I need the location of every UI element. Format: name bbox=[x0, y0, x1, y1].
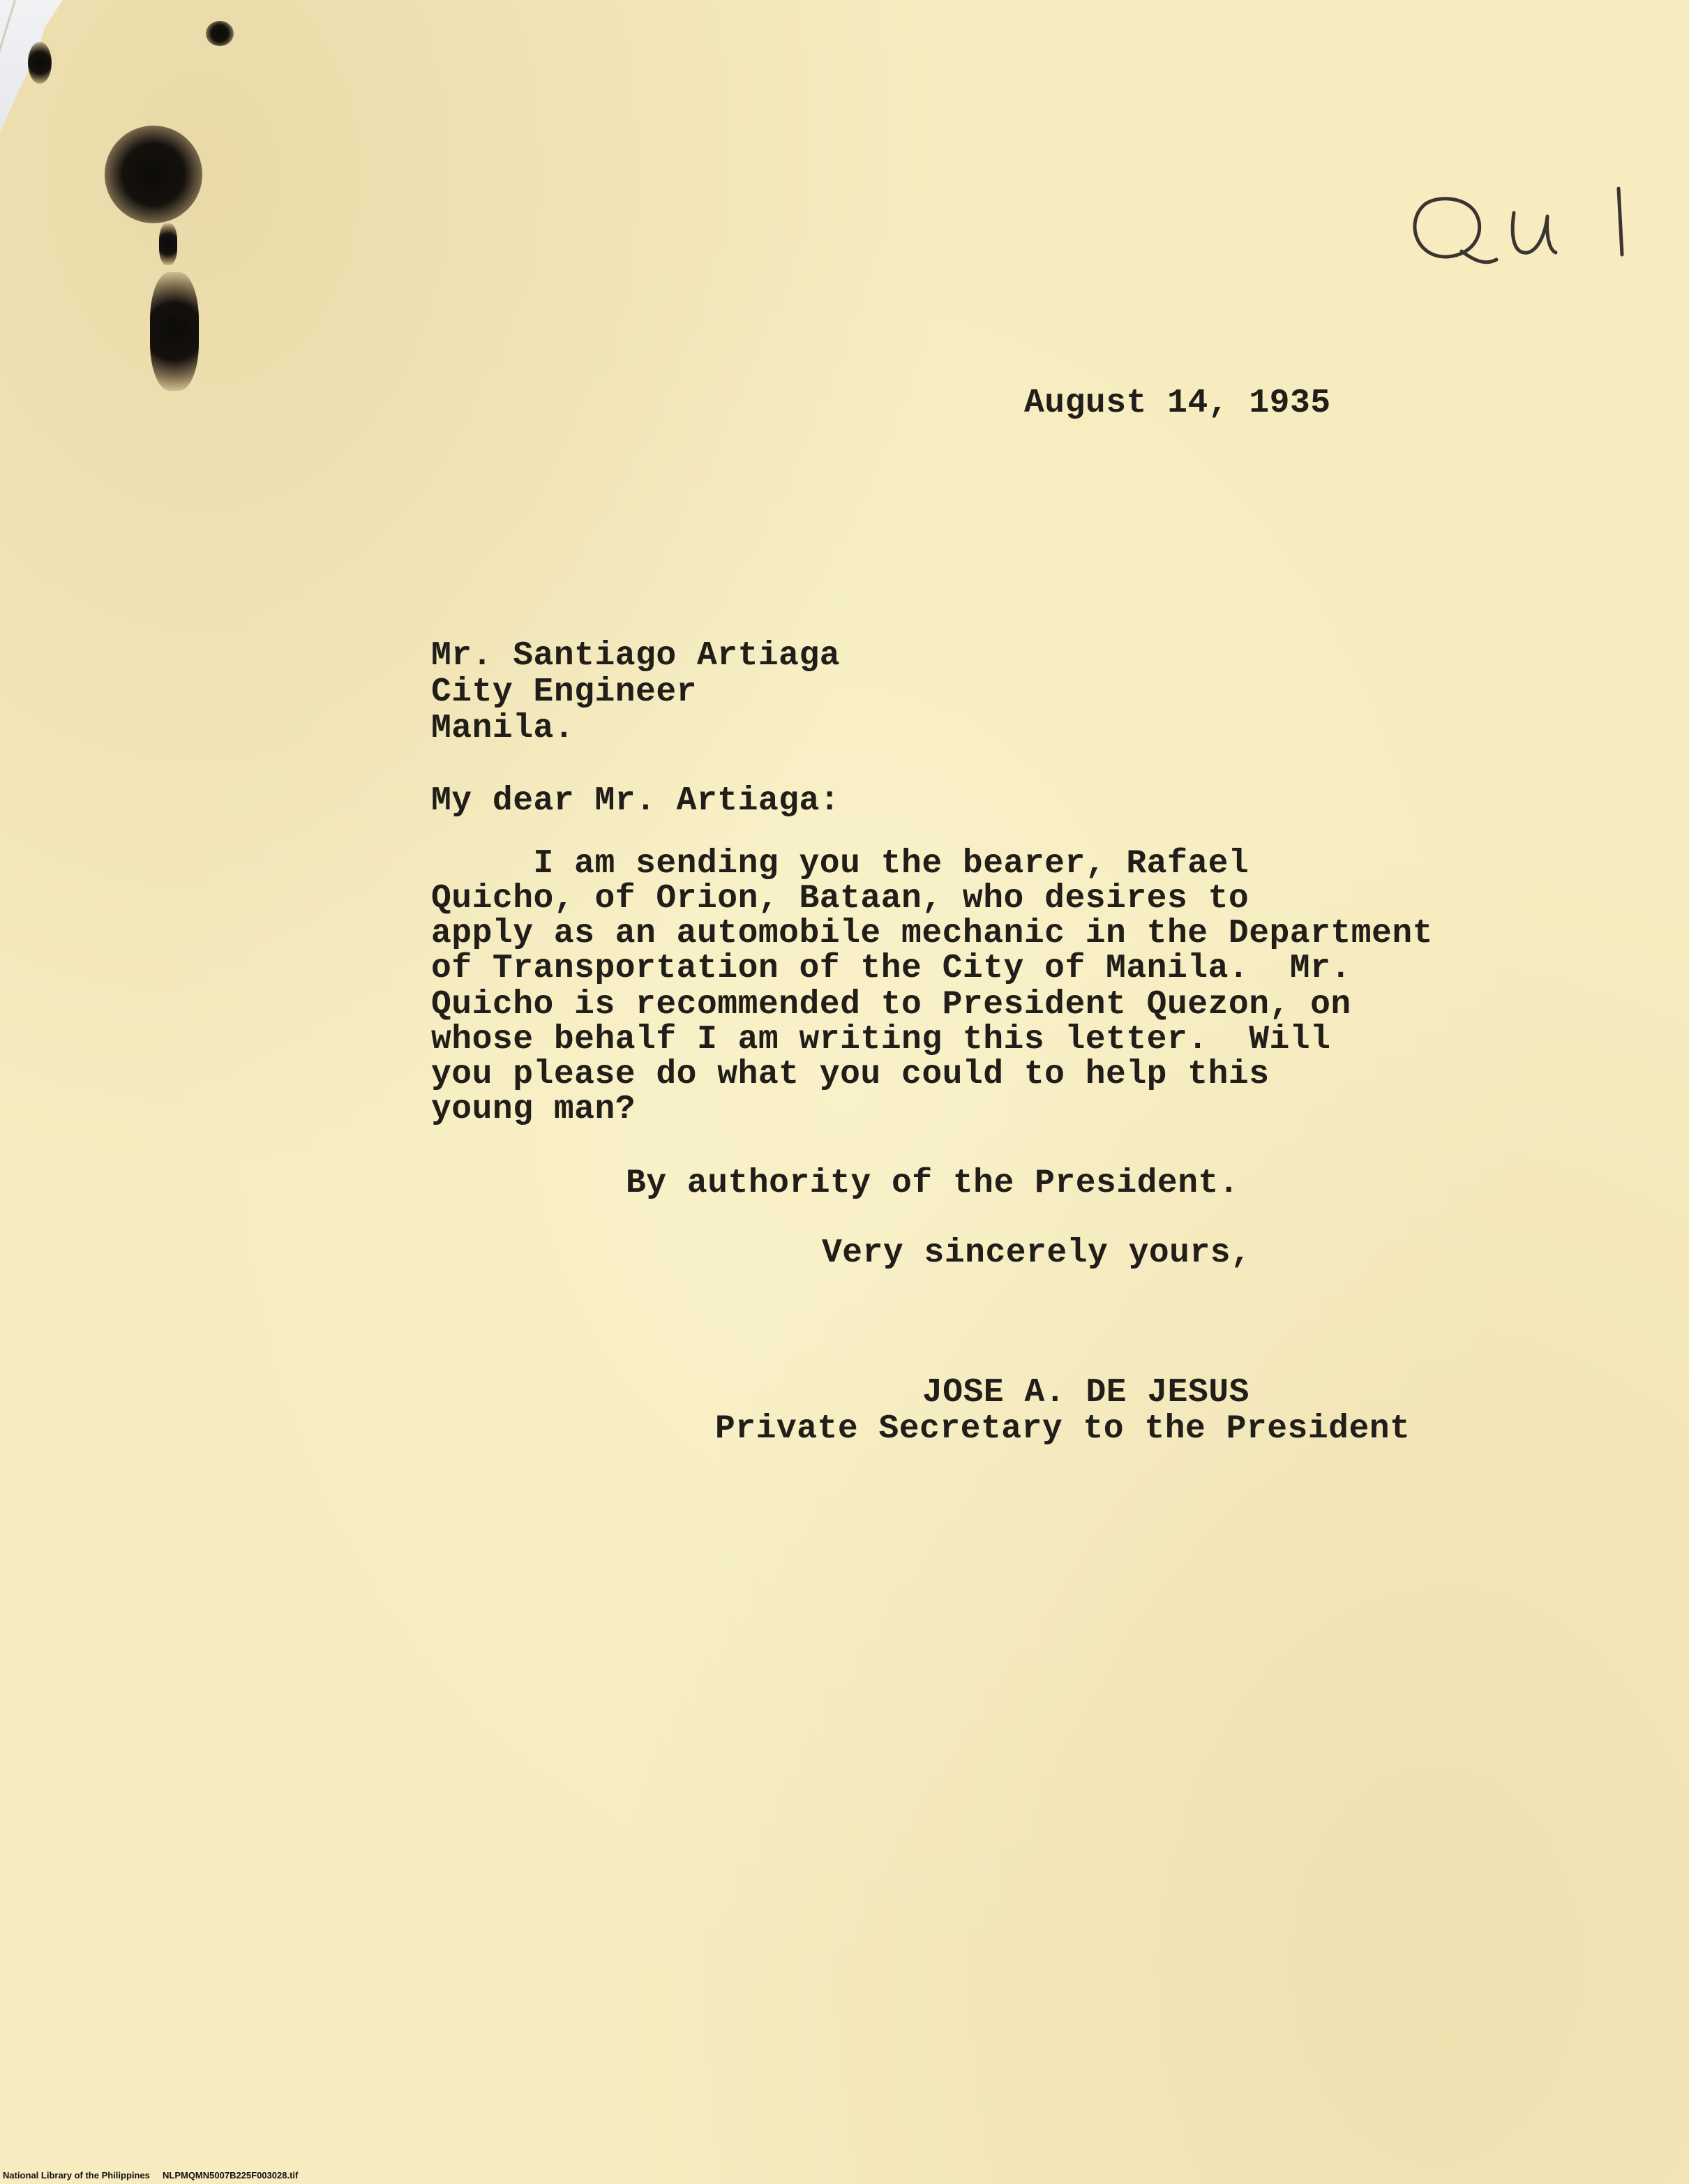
signatory-name: JOSE A. DE JESUS bbox=[922, 1374, 1249, 1412]
ink-drip bbox=[159, 223, 177, 265]
body-line: I am sending you the bearer, Rafael bbox=[431, 845, 1249, 883]
body-line: apply as an automobile mechanic in the Department bbox=[431, 915, 1433, 952]
body-line: of Transportation of the City of Manila. Mr. bbox=[431, 950, 1351, 987]
archive-name: National Library of the Philippines bbox=[3, 2170, 150, 2181]
signatory-title: Private Secretary to the President bbox=[715, 1410, 1411, 1448]
body-line: Quicho, of Orion, Bataan, who desires to bbox=[431, 880, 1249, 918]
recipient-name: Mr. Santiago Artiaga bbox=[431, 637, 841, 675]
body-line: Quicho is recommended to President Quezon, on bbox=[431, 986, 1351, 1024]
recipient-title: City Engineer bbox=[431, 673, 697, 711]
handwritten-annotation bbox=[1409, 174, 1646, 293]
recipient-city: Manila. bbox=[431, 710, 575, 747]
body-line: you please do what you could to help this bbox=[431, 1056, 1270, 1093]
salutation: My dear Mr. Artiaga: bbox=[431, 782, 841, 820]
archive-footer bbox=[3, 2170, 298, 2181]
punch-hole-top bbox=[105, 126, 202, 223]
ink-spot-small bbox=[206, 21, 234, 46]
punch-hole-bottom bbox=[150, 272, 199, 391]
authority-line: By authority of the President. bbox=[626, 1165, 1240, 1202]
ink-spot-left bbox=[28, 42, 52, 84]
archive-filename: NLPMQMN5007B225F003028.tif bbox=[162, 2170, 299, 2181]
closing: Very sincerely yours, bbox=[822, 1234, 1252, 1272]
body-line: young man? bbox=[431, 1091, 636, 1128]
body-line: whose behalf I am writing this letter. Will bbox=[431, 1021, 1331, 1059]
letter-date: August 14, 1935 bbox=[1024, 384, 1331, 422]
